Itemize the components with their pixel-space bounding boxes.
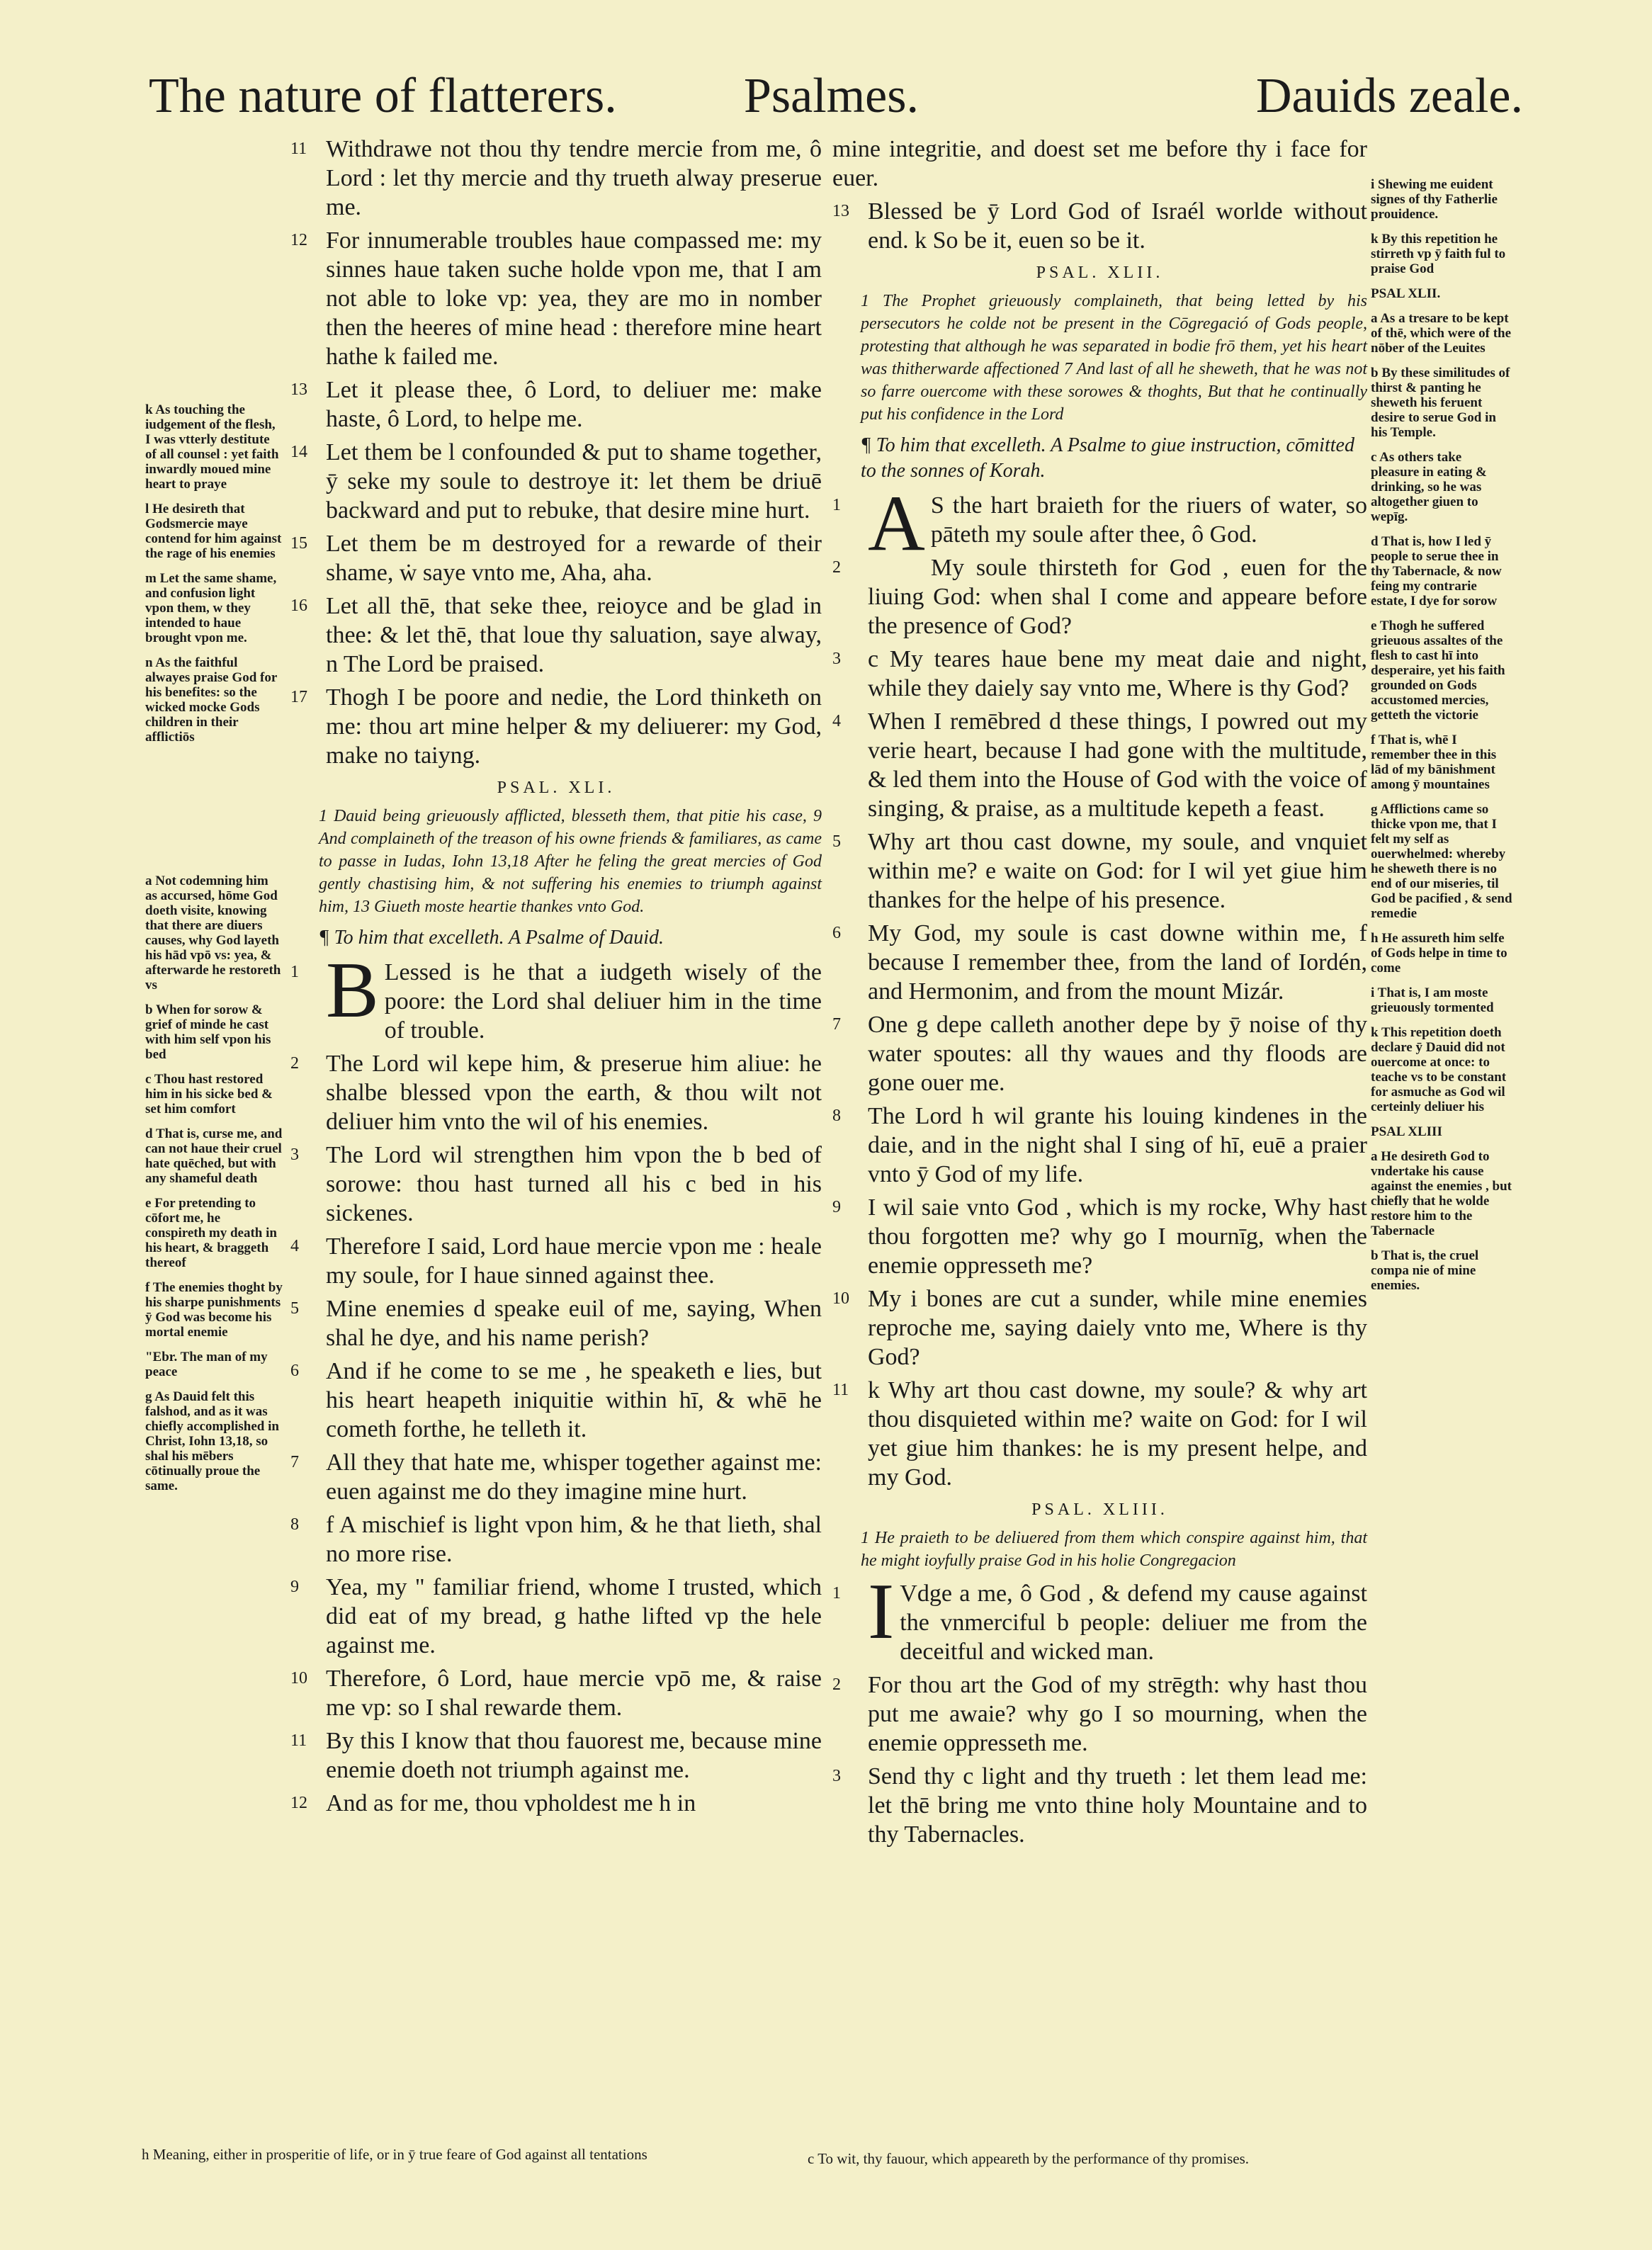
verse-number: 13 (832, 202, 849, 220)
margin-note: PSAL XLII. (1371, 286, 1441, 301)
verse-number: 14 (290, 443, 307, 461)
verse-text: Therefore, ô Lord, haue mercie vpō me, & raise me vp: so I shal rewarde them. (326, 1666, 822, 1721)
margin-note: a He desireth God to vndertake his cause against the enemies , but chiefly that he wolde restore him to the Tabernacle (1371, 1149, 1512, 1238)
verse-number: 16 (290, 597, 307, 615)
psalm-superscription: ¶ To him that excelleth. A Psalme to giue instruction, cōmitted to the sonnes of Korah. (861, 434, 1354, 482)
verse (290, 135, 822, 222)
left-margin-notes (145, 135, 283, 1503)
margin-note: PSAL XLIII (1371, 1124, 1442, 1139)
verse-number: 3 (832, 1767, 841, 1785)
margin-note: d That is, curse me, and can not haue their cruel hate quēched, but with any shameful death (145, 1126, 283, 1186)
verse-number: 9 (290, 1578, 299, 1596)
verse-number: 9 (832, 1198, 841, 1216)
verse (832, 1284, 1367, 1372)
verse (290, 592, 822, 679)
header-left: The nature of flatterers. (149, 69, 617, 123)
text-column-right (832, 135, 1367, 1853)
psalm-superscription: ¶ To him that excelleth. A Psalme of Dauid. (319, 927, 664, 949)
margin-note: b That is, the cruel compa nie of mine enemies. (1371, 1248, 1479, 1293)
verse-text: Blessed be ȳ Lord God of Israél worlde without end. k So be it, euen so be it. (868, 198, 1367, 254)
margin-note: h He assureth him selfe of Gods helpe in time to come (1371, 931, 1507, 976)
verse (832, 553, 1367, 640)
margin-note: k This repetition doeth declare ȳ Dauid did not ouercome at once: to teache vs to be constant for asmuche as God wil certeinly deliuer his (1371, 1025, 1507, 1114)
verse (290, 1573, 822, 1660)
margin-note: f That is, whē I remember thee in this lād of my bānishment among ȳ mountaines (1371, 733, 1497, 792)
verse-number: 3 (290, 1146, 299, 1164)
psalm-title: PSAL. XLII. (1036, 264, 1164, 282)
verse (290, 1789, 822, 1818)
margin-note: n As the faithful alwayes praise God for his benefites: so the wicked mocke Gods children in their afflictiōs (145, 655, 277, 745)
verse-text: The Lord wil strengthen him vpon the b bed of sorowe: thou hast turned all his c bed in his sickenes. (326, 1142, 822, 1226)
verse-number: 7 (290, 1453, 299, 1471)
verse (832, 1010, 1367, 1097)
verse-number: 2 (832, 1675, 841, 1694)
verse (290, 1232, 822, 1290)
verse-number: 1 (832, 496, 841, 514)
verse-text: Withdrawe not thou thy tendre mercie from me, ô Lord : let thy mercie and thy trueth alway preserue me. (326, 136, 822, 220)
verse (832, 480, 1367, 567)
verse-number: 3 (832, 650, 841, 668)
verse-number: 12 (290, 1794, 307, 1812)
verse (290, 438, 822, 525)
verse-text: Vdge a me, ô God , & defend my cause against the vnmerciful b people: deliuer me from the deceitful and wicked man. (900, 1581, 1367, 1665)
verse-continuation: mine integritie, and doest set me before thy i face for euer. (832, 136, 1367, 191)
drop-capital: A (868, 480, 925, 567)
verse-number: 4 (832, 712, 841, 730)
verse-text: When I remēbred d these things, I powred out my verie heart, because I had gone with the multitude, & led them into the House of God with the voice of singing, & praise, as a multitude kepeth a feast. (868, 708, 1367, 822)
footnote-left: h Meaning, either in prosperitie of life, or in ȳ true feare of God against all tentations (142, 2146, 647, 2163)
margin-note: g Afflictions came so thicke vpon me, that I felt my self as ouerwhelmed: whereby he sheweth there is no end of our miseries, til God be pacified , & send remedie (1371, 802, 1512, 921)
verse (290, 946, 822, 1045)
verse-text: My i bones are cut a sunder, while mine enemies reproche me, saying daiely vnto me, Where is thy God? (868, 1286, 1367, 1370)
verse-text: I wil saie vnto God , which is my rocke, Why hast thou forgotten me? why go I mournīg, when the enemie oppresseth me? (868, 1194, 1367, 1279)
margin-note: k By this repetition he stirreth vp ȳ faith ful to praise God (1371, 232, 1506, 276)
verse-text: And if he come to se me , he speaketh e lies, but his heart heapeth iniquitie within hī, & whē he cometh forthe, he telleth it. (326, 1358, 822, 1442)
verse-number: 7 (832, 1015, 841, 1034)
verse-number: 2 (832, 558, 841, 577)
verse (290, 226, 822, 371)
verse-number: 6 (832, 924, 841, 942)
verse-text: For thou art the God of my strēgth: why hast thou put me awaie? why go I so mourning, when the enemie oppresseth me. (868, 1672, 1367, 1756)
header-title: Psalmes. (744, 69, 919, 123)
verse-text: Let them be m destroyed for a rewarde of their shame, ẇ saye vnto me, Aha, aha. (326, 531, 822, 586)
verse (832, 1102, 1367, 1189)
verse (290, 1726, 822, 1785)
margin-note: k As touching the iudgement of the flesh, I was vtterly destitute of all counsel : yet faith inwardly moued mine heart to praye (145, 402, 279, 492)
verse-text: Mine enemies d speake euil of me, saying, When shal he dye, and his name perish? (326, 1296, 822, 1351)
verse-text: The Lord h wil grante his louing kindenes in the daie, and in the night shal I sing of hī, euē a praier vnto ȳ God of my life. (868, 1103, 1367, 1187)
margin-note: a Not codemning him as accursed, hōme God doeth visite, knowing that there are diuers causes, why God layeth his hād vpō vs: yea, & afterwarde he restoreth vs (145, 874, 281, 993)
verse-text: Yea, my " familiar friend, whome I trusted, which did eat of my bread, g hathe lifted vp the hele against me. (326, 1574, 822, 1658)
verse (832, 827, 1367, 915)
verse-text: f A mischief is light vpon him, & he that lieth, shal no more rise. (326, 1512, 822, 1567)
verse (832, 1568, 1367, 1666)
margin-note: l He desireth that Godsmercie maye contend for him against the rage of his enemies (145, 502, 282, 561)
margin-note: "Ebr. The man of my peace (145, 1350, 268, 1379)
margin-note: i That is, I am moste grieuously tormented (1371, 985, 1494, 1015)
verse-text: c My teares haue bene my meat daie and night, while they daiely say vnto me, Where is thy God? (868, 646, 1367, 701)
verse (290, 1049, 822, 1136)
verse (290, 1141, 822, 1228)
verse-number: 5 (832, 832, 841, 851)
verse-number: 11 (290, 140, 307, 158)
page-header (142, 68, 1523, 132)
margin-note: d That is, how I led ȳ people to serue thee in thy Tabernacle, & now feing my contrarie estate, I dye for sorow (1371, 534, 1502, 609)
verse-number: 11 (290, 1731, 307, 1750)
verse (290, 1294, 822, 1352)
verse-number: 1 (832, 1584, 841, 1602)
margin-note: e For pretending to cōfort me, he conspireth my death in his heart, & braggeth thereof (145, 1196, 277, 1270)
margin-note: a As a tresare to be kept of thē, which were of the nōber of the Leuites (1371, 311, 1512, 356)
drop-capital: B (326, 946, 379, 1034)
verse-text: And as for me, thou vpholdest me h in (326, 1790, 696, 1816)
verse-text: Thogh I be poore and nedie, the Lord thinketh on me: thou art mine helper & my deliuerer: my God, make no taiyng. (326, 684, 822, 769)
verse-text: Send thy c light and thy trueth : let them lead me: let thē bring me vnto thine holy Mountaine and to thy Tabernacles. (868, 1763, 1367, 1848)
verse-text: The Lord wil kepe him, & preserue him aliue: he shalbe blessed vpon the earth, & thou wilt not deliuer him vnto the wil of his enemies. (326, 1051, 822, 1135)
psalm-summary: 1 He praieth to be deliuered from them which conspire against him, that he might ioyfully praise God in his holie Congregacion (861, 1529, 1367, 1570)
verse (290, 529, 822, 587)
verse-text: S the hart braieth for the riuers of water, so pāteth my soule after thee, ô God. (930, 492, 1367, 548)
verse-text: By this I know that thou fauorest me, because mine enemie doeth not triumph against me. (326, 1728, 822, 1783)
margin-note: b When for sorow & grief of minde he cast with him self vpon his bed (145, 1002, 271, 1062)
header-right: Dauids zeale. (1255, 69, 1523, 123)
verse-text: My God, my soule is cast downe within me, f because I remember thee, from the land of Iordén, and Hermonim, and from the mount Mizár. (868, 920, 1367, 1005)
verse-number: 15 (290, 534, 307, 553)
verse-text: k Why art thou cast downe, my soule? & why art thou disquieted within me? waite on God: for I wil yet giue him thankes: he is my present helpe, and my God. (868, 1377, 1367, 1491)
verse-text: For innumerable troubles haue compassed me: my sinnes haue taken suche holde vpon me, that I am not able to loke vp: yea, they are mo in nomber then the heeres of mine head : therefore mine heart hathe k failed me. (326, 227, 822, 370)
margin-note: i Shewing me euident signes of thy Fatherlie prouidence. (1371, 177, 1498, 222)
verse-number: 8 (832, 1107, 841, 1125)
verse-number: 1 (290, 963, 299, 981)
margin-note: b By these similitudes of thirst & panting he sheweth his feruent desire to serue God in his Temple. (1371, 366, 1510, 440)
verse-text: Let it please thee, ô Lord, to deliuer me: make haste, ô Lord, to helpe me. (326, 377, 822, 432)
verse-number: 10 (290, 1669, 307, 1688)
verse (832, 197, 1367, 255)
verse (290, 1510, 822, 1568)
verse-number: 4 (290, 1237, 299, 1255)
verse-text: All they that hate me, whisper together against me: euen against me do they imagine mine hurt. (326, 1449, 822, 1505)
verse (832, 1193, 1367, 1280)
right-margin-notes (1371, 135, 1512, 1303)
verse-number: 17 (290, 688, 307, 706)
drop-capital: I (868, 1568, 895, 1656)
psalm-title: PSAL. XLI. (497, 779, 616, 797)
verse (290, 1357, 822, 1444)
margin-note: c Thou hast restored him in his sicke bed & set him comfort (145, 1072, 273, 1116)
verse-text: Let all thē, that seke thee, reioyce and be glad in thee: & let thē, that loue thy saluation, saye alway, n The Lord be praised. (326, 593, 822, 677)
verse (832, 1376, 1367, 1492)
margin-note: c As others take pleasure in eating & drinking, so he was altogether giuen to wepīg. (1371, 450, 1487, 524)
verse-number: 10 (832, 1289, 849, 1308)
footnote-right: c To wit, thy fauour, which appeareth by the performance of thy promises. (808, 2150, 1250, 2167)
psalm-summary: 1 The Prophet grieuously complaineth, that being letted by his persecutors he colde not be present in the Cōgregació of Gods people, protesting that although he was separated in bodie frō them, yet his heart was thitherwarde affectioned 7 And last of all he sheweth, that he was not so farre ouercome with these sorowes & thoghts, But that he continually put his confidence in the Lord (861, 292, 1367, 424)
verse-text: One g depe calleth another depe by ȳ noise of thy water spoutes: all thy waues and thy floods are gone ouer me. (868, 1012, 1367, 1096)
margin-note: g As Dauid felt this falshod, and as it was chiefly accomplished in Christ, Iohn 13,18, so shal his mēbers cōtinually proue the same. (145, 1389, 279, 1493)
verse (832, 1670, 1367, 1758)
psalm-title: PSAL. XLIII. (1031, 1500, 1168, 1519)
verse (832, 645, 1367, 703)
verse-text: Lessed is he that a iudgeth wisely of the poore: the Lord shal deliuer him in the time of trouble. (384, 959, 822, 1044)
verse-number: 13 (290, 380, 307, 399)
verse (290, 1664, 822, 1722)
margin-note: m Let the same shame, and confusion light vpon them, w they intended to haue brought vpon me. (145, 571, 277, 645)
psalm-summary: 1 Dauid being grieuously afflicted, blesseth them, that pitie his case, 9 And complaineth of the treason of his owne friends & familiares, as came to passe in Iudas, Iohn 13,18 After he feling the great mercies of God gently chastising him, & not suffering his enemies to triumph against him, 13 Giueth moste heartie thankes vnto God. (319, 807, 822, 916)
verse-text: My soule thirsteth for God , euen for the liuing God: when shal I come and appeare before the presence of God? (868, 555, 1367, 639)
verse-text: Let them be l confounded & put to shame together, ȳ seke my soule to destroye it: let them be driuē backward and put to rebuke, that desire mine hurt. (326, 439, 822, 524)
verse (290, 375, 822, 434)
verse-number: 8 (290, 1515, 299, 1534)
verse (832, 1762, 1367, 1849)
verse (290, 1448, 822, 1506)
verse (290, 683, 822, 770)
verse-number: 6 (290, 1362, 299, 1380)
verse (832, 707, 1367, 823)
margin-note: f The enemies thoght by his sharpe punishments ȳ God was become his mortal enemie (145, 1280, 283, 1340)
verse-text: Why art thou cast downe, my soule, and vnquiet within me? e waite on God: for I wil yet giue him thankes for the helpe of his presence. (868, 829, 1367, 913)
verse-number: 2 (290, 1054, 299, 1073)
verse-text: Therefore I said, Lord haue mercie vpon me : heale my soule, for I haue sinned against thee. (326, 1233, 822, 1289)
verse-number: 12 (290, 231, 307, 249)
verse (832, 919, 1367, 1006)
text-column-left (290, 135, 822, 1822)
verse-number: 11 (832, 1381, 849, 1399)
margin-note: e Thogh he suffered grieuous assaltes of the flesh to cast hī into desperaire, yet his faith grounded on Gods accustomed mercies, getteth the victorie (1371, 618, 1505, 723)
verse-number: 5 (290, 1299, 299, 1318)
